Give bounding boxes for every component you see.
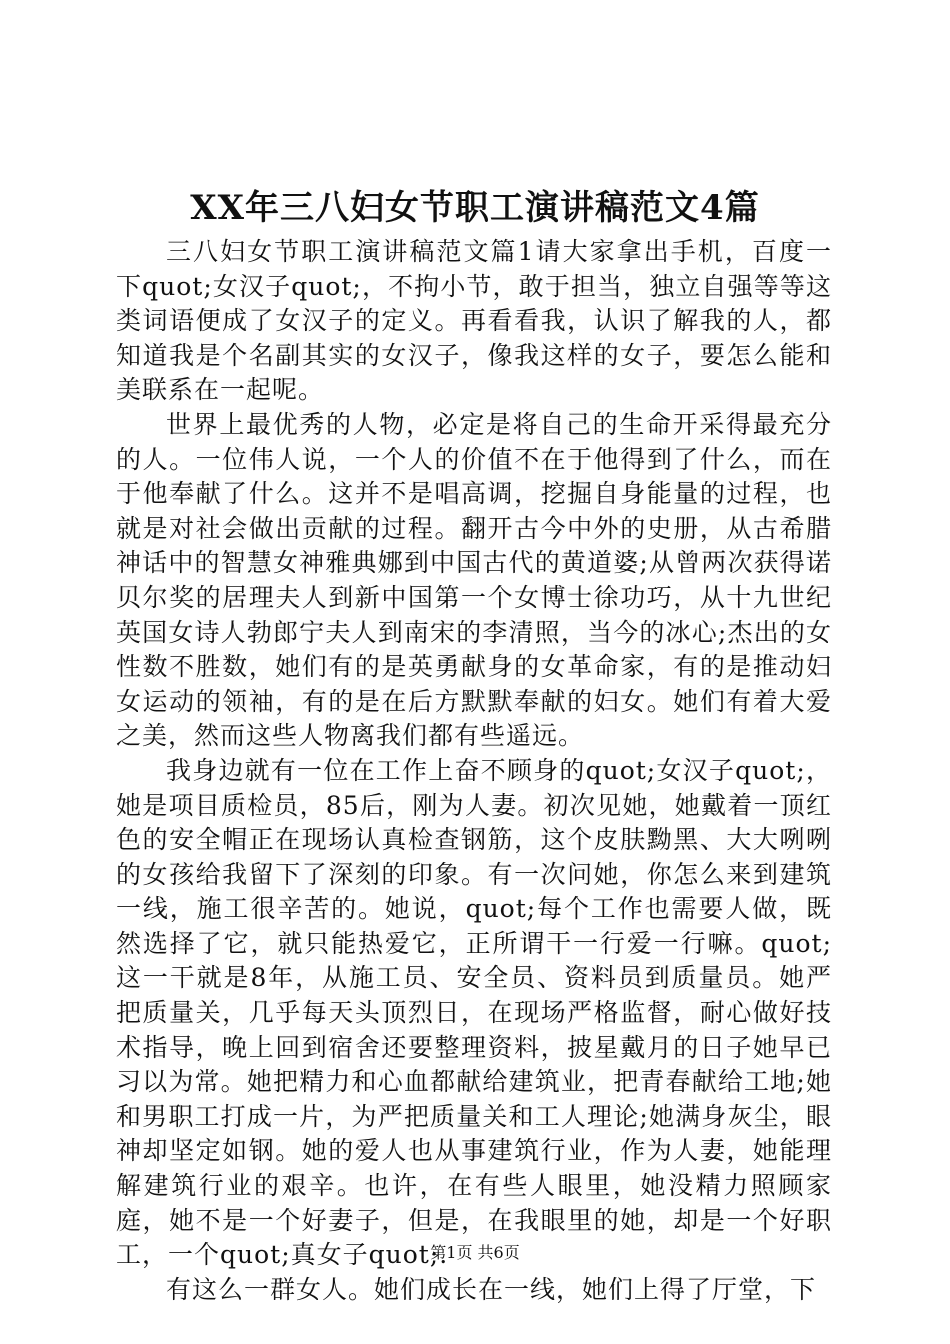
document-body xyxy=(116,235,832,1307)
paragraph-3: 我身边就有一位在工作上奋不顾身的quot;女汉子quot;，她是项目质检员，85后，刚为人妻。初次见她，她戴着一顶红色的安全帽正在现场认真检查钢筋，这个皮肤黝黑、大大咧咧的女孩给我留下了深刻的印象。有一次问她，你怎么来到建筑一线，施工很辛苦的。她说，quot;每个工作也需要人做，既然选择了它，就只能热爱它，正所谓干一行爱一行嘛。quot;这一干就是8年，从施工员、安全员、资料员到质量员。她严把质量关，几乎每天头顶烈日，在现场严格监督，耐心做好技术指导，晚上回到宿舍还要整理资料，披星戴月的日子她早已习以为常。她把精力和心血都献给建筑业，把青春献给工地;她和男职工打成一片，为严把质量关和工人理论;她满身灰尘，眼神却坚定如钢。她的爱人也从事建筑行业，作为人妻，她能理解建筑行业的艰辛。也许，在有些人眼里，她没精力照顾家庭，她不是一个好妻子，但是，在我眼里的她，却是一个好职工，一个quot;真女子quot;. xyxy=(116,755,832,1270)
page-indicator: 第1页 共6页 xyxy=(430,1243,520,1262)
paragraph-1: 三八妇女节职工演讲稿范文篇1请大家拿出手机，百度一下quot;女汉子quot;，不拘小节，敢于担当，独立自强等等这类词语便成了女汉子的定义。再看看我，认识了解我的人，都知道我是个名副其实的女汉子，像我这样的女子，要怎么能和美联系在一起呢。 xyxy=(116,237,832,405)
document-title: XX年三八妇女节职工演讲稿范文4篇 xyxy=(190,188,760,228)
page-footer xyxy=(0,1241,950,1265)
paragraph-4: 有这么一群女人。她们成长在一线，她们上得了厅堂，下 xyxy=(166,1274,817,1304)
paragraph-2: 世界上最优秀的人物，必定是将自己的生命开采得最充分的人。一位伟人说，一个人的价值不在于他得到了什么，而在于他奉献了什么。这并不是唱高调，挖掘自身能量的过程，也就是对社会做出贡献的过程。翻开古今中外的史册，从古希腊神话中的智慧女神雅典娜到中国古代的黄道婆;从曾两次获得诺贝尔奖的居理夫人到新中国第一个女博士徐功巧，从十九世纪英国女诗人勃郎宁夫人到南宋的李清照，当今的冰心;杰出的女性数不胜数，她们有的是英勇献身的女革命家，有的是推动妇女运动的领袖，有的是在后方默默奉献的妇女。她们有着大爱之美，然而这些人物离我们都有些遥远。 xyxy=(116,409,832,751)
